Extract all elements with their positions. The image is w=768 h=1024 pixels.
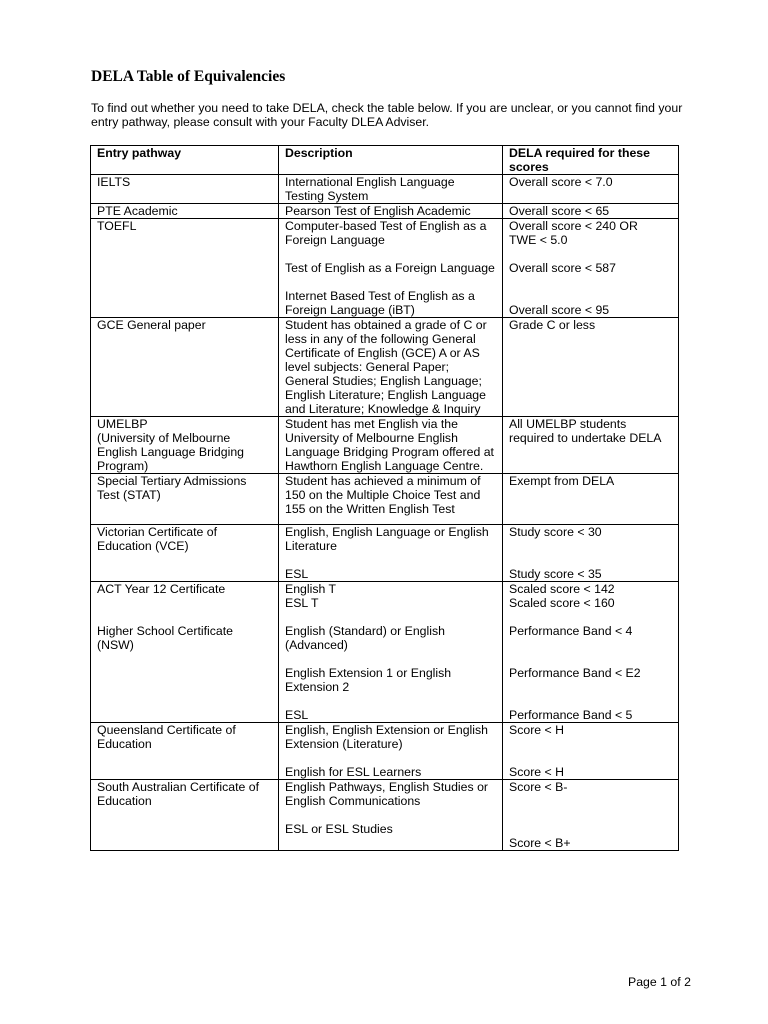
requirement-cell: Overall score < 7.0 xyxy=(503,175,679,204)
description-line: ESL xyxy=(285,708,309,722)
header-dela-required: DELA required for these scores xyxy=(503,146,679,175)
description-line: ESL xyxy=(285,567,309,581)
description-cell: Pearson Test of English Academic xyxy=(279,204,503,219)
requirement-line: Score < H xyxy=(509,765,565,779)
table-row xyxy=(91,723,679,780)
description-cell xyxy=(279,219,503,318)
entry-pathway-cell: UMELBP (University of Melbourne English Language Bridging Program) xyxy=(91,417,279,474)
requirement-cell xyxy=(503,780,679,851)
description-cell: Student has met English via the University of Melbourne English Language Bridging Program offered at Hawthorn English Language Centre. xyxy=(279,417,503,474)
requirement-line: Score < B+ xyxy=(509,836,571,850)
description-cell xyxy=(279,780,503,851)
description-cell: International English Language Testing System xyxy=(279,175,503,204)
description-line: English for ESL Learners xyxy=(285,765,422,779)
table-row xyxy=(91,474,679,525)
requirement-cell xyxy=(503,525,679,582)
description-line: English Extension 1 or English Extension 2 xyxy=(285,666,452,694)
table-row xyxy=(91,525,679,582)
requirement-line: Overall score < 95 xyxy=(509,303,610,317)
entry-pathway-cell: IELTS xyxy=(91,175,279,204)
entry-pathway-cell: PTE Academic xyxy=(91,204,279,219)
header-entry-pathway: Entry pathway xyxy=(91,146,279,175)
requirement-cell: Grade C or less xyxy=(503,318,679,417)
entry-pathway-cell xyxy=(91,582,279,723)
requirement-cell: Overall score < 65 xyxy=(503,204,679,219)
table-row xyxy=(91,582,679,723)
requirement-line: Score < B- xyxy=(509,780,568,794)
description-line: Internet Based Test of English as a Foreign Language (iBT) xyxy=(285,289,475,317)
requirement-line: Overall score < 240 OR TWE < 5.0 xyxy=(509,219,638,247)
table-row xyxy=(91,219,679,318)
description-line: ESL or ESL Studies xyxy=(285,822,393,836)
requirement-line: Overall score < 587 xyxy=(509,261,616,275)
entry-pathway-line: Higher School Certificate (NSW) xyxy=(97,624,234,652)
table-row xyxy=(91,204,679,219)
description-cell: Student has obtained a grade of C or less in any of the following General Certificate of English (GCE) A or AS level subjects: General Paper; General Studies; English Language; English Literature; English Language and Literature; Knowledge & Inquiry xyxy=(279,318,503,417)
requirement-cell: Exempt from DELA xyxy=(503,474,679,525)
requirement-line: Scaled score < 142 Scaled score < 160 xyxy=(509,582,615,610)
description-line: English (Standard) or English (Advanced) xyxy=(285,624,445,652)
description-line: English Pathways, English Studies or English Communications xyxy=(285,780,489,808)
requirement-line: Performance Band < 4 xyxy=(509,624,633,638)
description-line: English, English Extension or English Extension (Literature) xyxy=(285,723,489,751)
description-cell xyxy=(279,582,503,723)
table-row xyxy=(91,318,679,417)
table-row xyxy=(91,417,679,474)
requirement-line: Score < H xyxy=(509,723,565,737)
description-line: Computer-based Test of English as a Foreign Language xyxy=(285,219,487,247)
requirement-line: Performance Band < E2 xyxy=(509,666,641,680)
entry-pathway-cell: Queensland Certificate of Education xyxy=(91,723,279,780)
description-cell xyxy=(279,525,503,582)
table-header-row xyxy=(91,146,679,175)
requirement-line: Study score < 30 xyxy=(509,525,602,539)
entry-pathway-cell: Victorian Certificate of Education (VCE) xyxy=(91,525,279,582)
requirement-line: Performance Band < 5 xyxy=(509,708,633,722)
requirement-cell xyxy=(503,723,679,780)
table-row xyxy=(91,175,679,204)
entry-pathway-cell: TOEFL xyxy=(91,219,279,318)
equivalency-table xyxy=(90,145,679,851)
description-line: English T ESL T xyxy=(285,582,337,610)
document-title: DELA Table of Equivalencies xyxy=(91,68,286,85)
page-number: Page 1 of 2 xyxy=(628,975,691,989)
table-row xyxy=(91,780,679,851)
description-line: Test of English as a Foreign Language xyxy=(285,261,495,275)
entry-pathway-cell: Special Tertiary Admissions Test (STAT) xyxy=(91,474,279,525)
entry-pathway-line: ACT Year 12 Certificate xyxy=(97,582,226,596)
entry-pathway-cell: GCE General paper xyxy=(91,318,279,417)
description-cell xyxy=(279,723,503,780)
entry-pathway-cell: South Australian Certificate of Education xyxy=(91,780,279,851)
requirement-cell: All UMELBP students required to undertake DELA xyxy=(503,417,679,474)
requirement-cell xyxy=(503,219,679,318)
description-cell: Student has achieved a minimum of 150 on the Multiple Choice Test and 155 on the Written English Test xyxy=(279,474,503,525)
header-description: Description xyxy=(279,146,503,175)
requirement-cell xyxy=(503,582,679,723)
intro-paragraph: To find out whether you need to take DELA, check the table below. If you are unclear, or you cannot find your entry pathway, please consult with your Faculty DLEA Adviser. xyxy=(91,101,683,129)
requirement-line: Study score < 35 xyxy=(509,567,602,581)
description-line: English, English Language or English Literature xyxy=(285,525,489,553)
